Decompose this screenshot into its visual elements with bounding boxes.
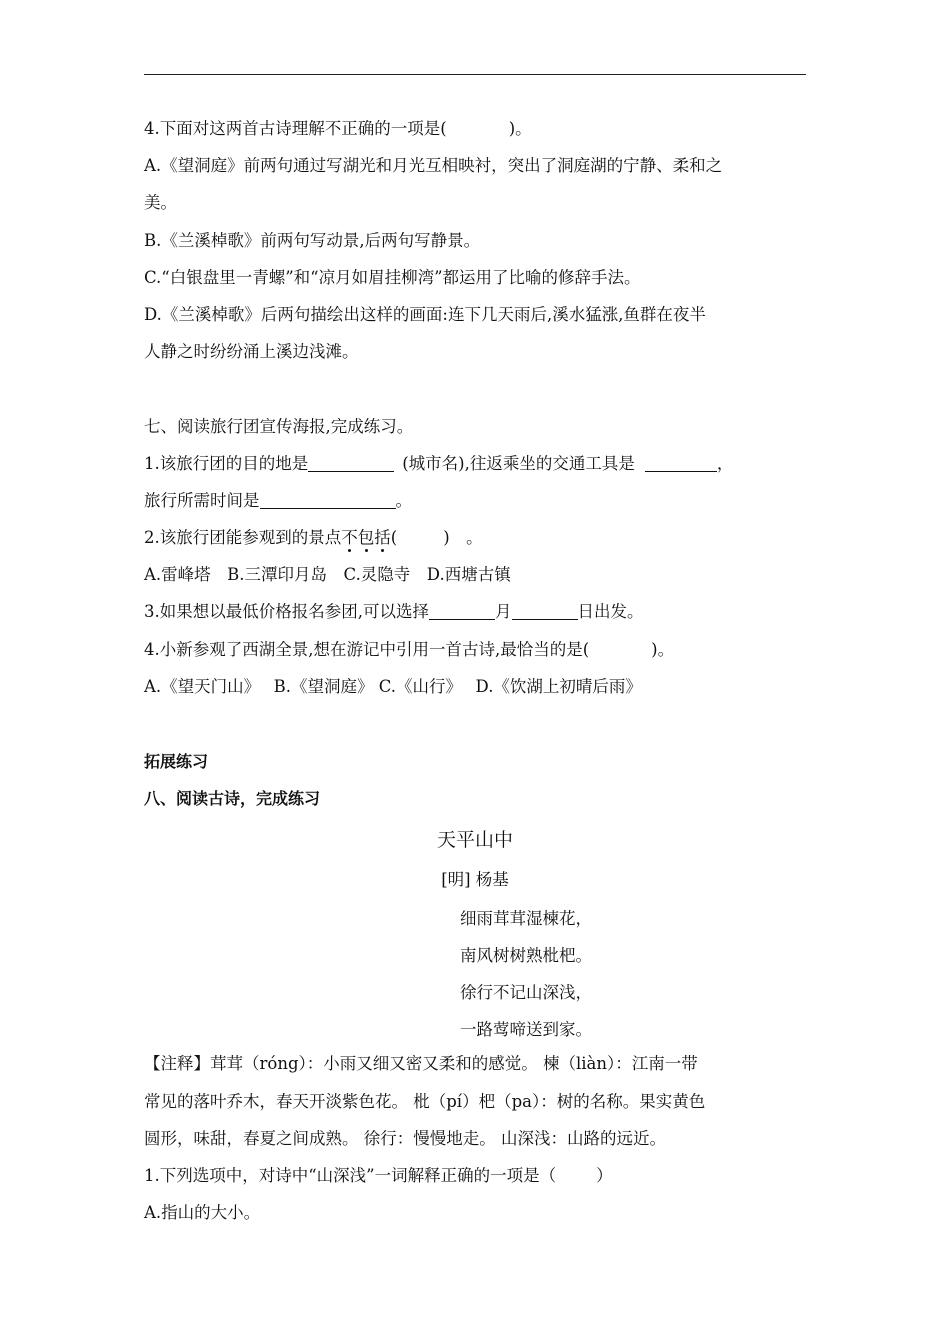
q4-option-b: B.《兰溪棹歌》前两句写动景,后两句写静景。 [144,231,481,250]
sec7-q1: 1.该旅行团的目的地是 (城市名),往返乘坐的交通工具是 ， [144,454,734,473]
poem-author: [明] 杨基 [441,870,509,889]
q4-option-c: C.“白银盘里一青螺”和“凉月如眉挂柳湾”都运用了比喻的修辞手法。 [144,268,641,287]
poem-title: 天平山中 [436,829,513,851]
section7-heading: 七、阅读旅行团宣传海报,完成练习。 [144,417,414,436]
sec7-q2: 2.该旅行团能参观到的景点不包括( ) 。 [144,528,483,547]
q8-q1: 1.下列选项中，对诗中“山深浅”一词解释正确的一项是（ ） [144,1166,613,1185]
poem-line: 细雨茸茸湿楝花， [460,909,592,928]
q4-stem-text: 4.下面对这两首古诗理解不正确的一项是( [144,119,447,138]
sec7-q2-options: A.雷峰塔 B.三潭印月岛 C.灵隐寺 D.西塘古镇 [144,565,511,584]
q4-option-d-cont: 人静之时纷纷涌上溪边浅滩。 [144,342,359,361]
sec7-q4-options: A.《望天门山》 B.《望洞庭》 C.《山行》 D.《饮湖上初晴后雨》 [144,677,642,696]
emphasis-char: 括 [374,528,391,547]
blank-destination[interactable] [308,453,394,472]
blank-transport[interactable] [645,453,717,472]
blank-day[interactable] [512,601,578,620]
poem-line: 一路莺啼送到家。 [460,1020,592,1039]
notes-line: 【注释】茸茸（róng）：小雨又细又密又柔和的感觉。 楝（liàn）：江南一带 [144,1054,698,1073]
q4-option-a: A.《望洞庭》前两句通过写湖光和月光互相映衬，突出了洞庭湖的宁静、柔和之 [144,156,723,175]
q8-option-a: A.指山的大小。 [144,1203,261,1222]
poem-line: 南风树树熟枇杷。 [460,946,592,965]
emphasis-char: 不 [341,528,358,547]
sec7-q1-cont: 旅行所需时间是 。 [144,491,412,510]
blank-duration[interactable] [260,490,396,509]
q4-option-d: D.《兰溪棹歌》后两句描绘出这样的画面:连下几天雨后,溪水猛涨,鱼群在夜半 [144,305,706,324]
blank-month[interactable] [429,601,495,620]
q4-stem: 4.下面对这两首古诗理解不正确的一项是( )。 [144,119,532,138]
header-rule [144,74,806,75]
section8-heading: 八、阅读古诗，完成练习 [144,789,321,808]
extension-heading: 拓展练习 [144,752,209,771]
notes-line: 常见的落叶乔木，春天开淡紫色花。 枇（pí）杷（pa）：树的名称。果实黄色 [144,1092,706,1111]
q4-option-a-cont: 美。 [144,193,177,212]
notes-line: 圆形，味甜，春夏之间成熟。 徐行：慢慢地走。 山深浅：山路的远近。 [144,1129,666,1148]
sec7-q4: 4.小新参观了西湖全景,想在游记中引用一首古诗,最恰当的是( )。 [144,640,675,659]
sec7-q3: 3.如果想以最低价格报名参团,可以选择 月 日出发。 [144,602,644,621]
emphasis-char: 包 [357,528,375,547]
poem-line: 徐行不记山深浅， [460,983,592,1002]
